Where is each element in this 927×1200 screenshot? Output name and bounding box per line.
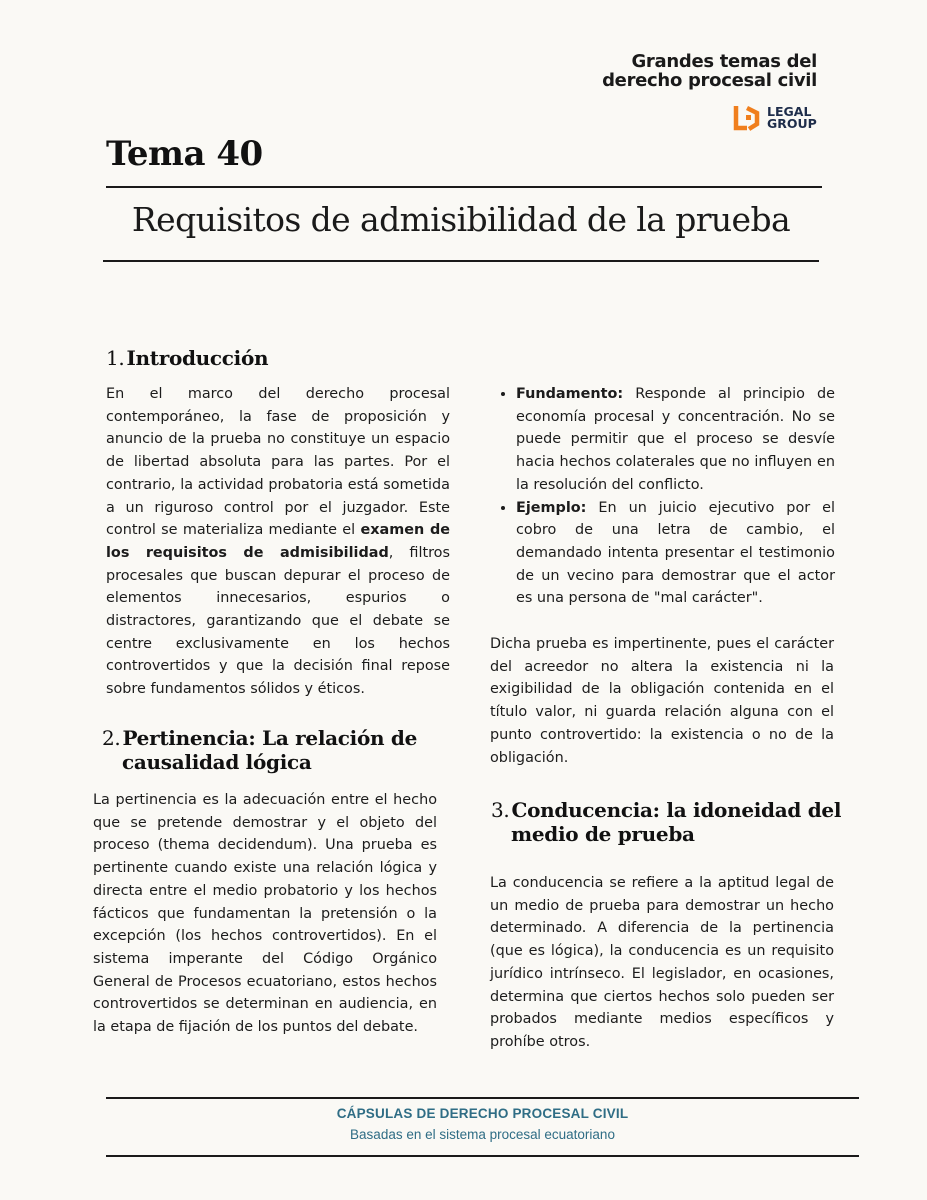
section-number: 1. xyxy=(106,346,125,370)
series-title xyxy=(602,52,817,90)
page-subtitle: Requisitos de admisibilidad de la prueba xyxy=(131,200,791,239)
section-body-conducencia: La conducencia se refiere a la aptitud legal de un medio de prueba para demostrar un hecho determinado. A diferencia de la pertinencia (que es lógica), la conducencia es un requisito jurídico intrínseco. El legislador, en ocasiones, determina que ciertos hechos solo pueden ser probados mediante medios específicos y prohíbe otros. xyxy=(490,875,834,1050)
section-title-line2: causalidad lógica xyxy=(122,750,312,774)
title-divider-bottom xyxy=(103,260,819,262)
section-title-line1: Pertinencia: La relación de xyxy=(122,726,418,750)
bullet-text: Responde al principio de economía procesal y concentración. No se puede permitir que el proceso se desvíe hacia hechos colaterales que no influyen en la resolución del conflicto. xyxy=(516,386,835,493)
footer-title: CÁPSULAS DE DERECHO PROCESAL CIVIL xyxy=(336,1106,629,1121)
list-item xyxy=(516,383,835,497)
section-title-line2: medio de prueba xyxy=(511,822,695,846)
series-title-line1: Grandes temas del xyxy=(631,51,817,72)
logo-text-group: GROUP xyxy=(767,116,817,131)
section-heading-introduccion xyxy=(106,346,268,370)
intro-text-bold: examen de los requisitos de admisibilidad xyxy=(106,522,450,561)
page-title: Tema 40 xyxy=(106,134,263,174)
bullet-list xyxy=(491,383,835,610)
bullet-label: Fundamento: xyxy=(516,386,624,402)
section-number: 2. xyxy=(102,726,121,750)
title-divider-top xyxy=(106,186,822,188)
series-title-line2: derecho procesal civil xyxy=(602,70,817,91)
intro-text-part1: En el marco del derecho procesal contemporáneo, la fase de proposición y anuncio de la prueba no constituye un espacio de libertad absoluta para las partes. Por el contrario, la actividad probatoria está sometida a un riguroso control por el juzgador. Este control se materializa mediante el xyxy=(106,386,450,539)
logo-text-legal: LEGAL xyxy=(767,104,812,119)
section-heading-pertinencia xyxy=(102,726,417,774)
list-item xyxy=(516,497,835,611)
bullet-text: En un juicio ejecutivo por el cobro de una letra de cambio, el demandado intenta presentar el testimonio de un vecino para demostrar que el actor es una persona de "mal carácter". xyxy=(516,499,835,607)
section-title-line1: Conducencia: la idoneidad del xyxy=(511,798,842,822)
intro-text-part2: , filtros procesales que buscan depurar el proceso de elementos innecesarios, espurios o distractores, garantizando que el debate se centre exclusivamente en los hechos controvertidos y que la decisión final repose sobre fundamentos sólidos y éticos. xyxy=(106,544,450,698)
section-number: 3. xyxy=(491,798,510,822)
section-body-introduccion xyxy=(106,383,450,701)
section-heading-conducencia xyxy=(491,798,841,846)
legal-group-logo xyxy=(733,103,823,133)
section-title: Introducción xyxy=(126,346,269,370)
lg-logo-icon xyxy=(733,103,763,133)
footer-subtitle: Basadas en el sistema procesal ecuatoriano xyxy=(350,1127,615,1142)
footer-divider-top xyxy=(106,1097,859,1099)
impertinente-paragraph: Dicha prueba es impertinente, pues el carácter del acreedor no altera la existencia ni la exigibilidad de la obligación contenida en el título valor, ni guarda relación alguna con el punto controvertido: la existencia o no de la obligación. xyxy=(490,636,834,766)
footer-divider-bottom xyxy=(106,1155,859,1157)
bullet-label: Ejemplo: xyxy=(516,499,587,516)
section-body-pertinencia: La pertinencia es la adecuación entre el hecho que se pretende demostrar y el objeto del proceso (thema decidendum). Una prueba es pertinente cuando existe una relación lógica y directa entre el medio probatorio y los hechos fácticos que fundamentan la pretensión o la excepción (los hechos controvertidos). En el sistema imperante del Código Orgánico General de Procesos ecuatoriano, estos hechos controvertidos se determinan en audiencia, en la etapa de fijación de los puntos del debate. xyxy=(93,792,437,1036)
